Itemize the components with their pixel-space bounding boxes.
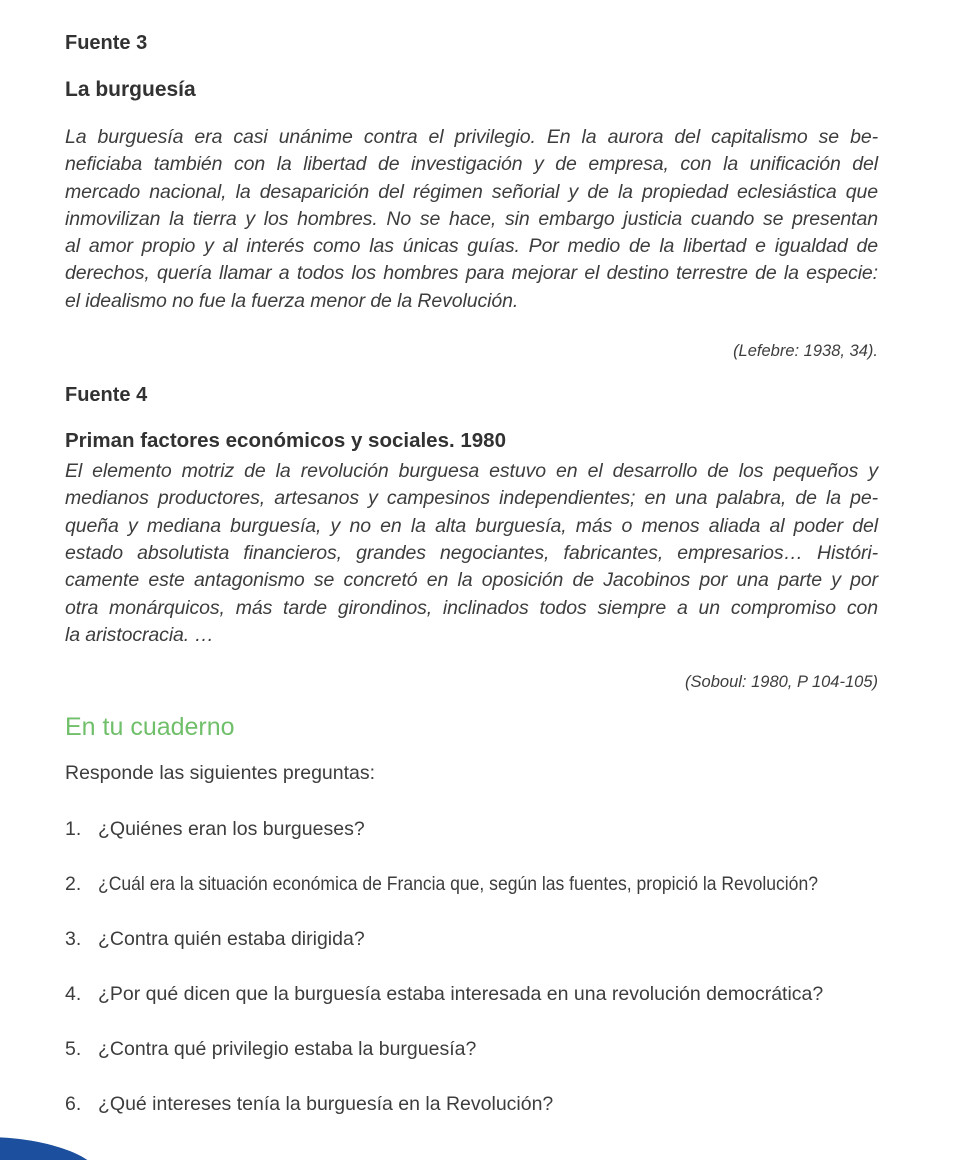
question-item [65,1092,878,1116]
question-number: 2. [65,873,82,896]
question-number: 4. [65,983,82,1006]
paragraph-line: neficiaba también con la libertad de investigación y de empresa, con la unificación del [65,153,878,176]
question-text: ¿Quiénes eran los burgueses? [98,818,365,841]
paragraph-line: otra monárquicos, más tarde girondinos, inclinados todos siempre a un compromiso con [65,596,878,619]
source4-citation: (Soboul: 1980, P 104-105) [685,673,878,692]
question-item [65,872,878,896]
question-number: 6. [65,1093,82,1116]
question-text: ¿Contra qué privilegio estaba la burguesía? [98,1038,477,1061]
question-text: ¿Contra quién estaba dirigida? [98,928,365,951]
paragraph-line: El elemento motriz de la revolución burguesa estuvo en el desarrollo de los pequeños y [65,460,878,483]
source3-label: Fuente 3 [65,32,148,54]
source4-section [65,383,878,692]
paragraph-line: derechos, quería llamar a todos los hombres para mejorar el destino terrestre de la especie: [65,262,878,285]
paragraph-line: medianos productores, artesanos y campesinos independientes; en una palabra, de la pe- [65,487,878,510]
source4-quote [65,458,878,649]
paragraph-line: al amor propio y al interés como las únicas guías. Por medio de la libertad e igualdad de [65,235,878,258]
questions-intro: Responde las siguientes preguntas: [65,762,376,785]
question-number: 3. [65,928,82,951]
paragraph-line: estado absolutista financieros, grandes negociantes, fabricantes, empresarios… Históri- [65,541,878,564]
source4-label: Fuente 4 [65,384,148,407]
corner-decoration [0,1137,105,1160]
source3-citation: (Lefebre: 1938, 34). [733,342,878,361]
paragraph-line: el idealismo no fue la fuerza menor de la Revolución. [65,289,519,312]
question-item [65,817,878,841]
paragraph-line: queña y mediana burguesía, y no en la alta burguesía, más o menos aliada al poder del [65,514,878,537]
question-item [65,927,878,951]
question-number: 5. [65,1038,82,1061]
paragraph-line: La burguesía era casi unánime contra el privilegio. En la aurora del capitalismo se be- [65,126,878,148]
question-item [65,1037,878,1061]
source3-title: La burguesía [65,78,196,101]
paragraph-line: inmovilizan la tierra y los hombres. No se hace, sin embargo justicia cuando se presentan [65,207,878,230]
question-item [65,982,878,1006]
question-text: ¿Qué intereses tenía la burguesía en la Revolución? [98,1093,554,1116]
source4-title: Priman factores económicos y sociales. 1980 [65,429,506,453]
question-text: ¿Cuál era la situación económica de Francia que, según las fuentes, propició la Revolución? [98,873,818,896]
notebook-section [65,712,878,1116]
paragraph-line: camente este antagonismo se concretó en la oposición de Jacobinos por una parte y por [65,569,878,592]
questions-list [65,817,878,1116]
source3-section [65,31,878,361]
notebook-heading: En tu cuaderno [65,713,235,742]
paragraph-line: la aristocracia. … [65,623,214,646]
source3-quote [65,124,878,315]
question-number: 1. [65,818,82,841]
question-text: ¿Por qué dicen que la burguesía estaba interesada en una revolución democrática? [98,983,824,1006]
paragraph-line: mercado nacional, la desaparición del régimen señorial y de la propiedad eclesiástica que [65,180,878,203]
